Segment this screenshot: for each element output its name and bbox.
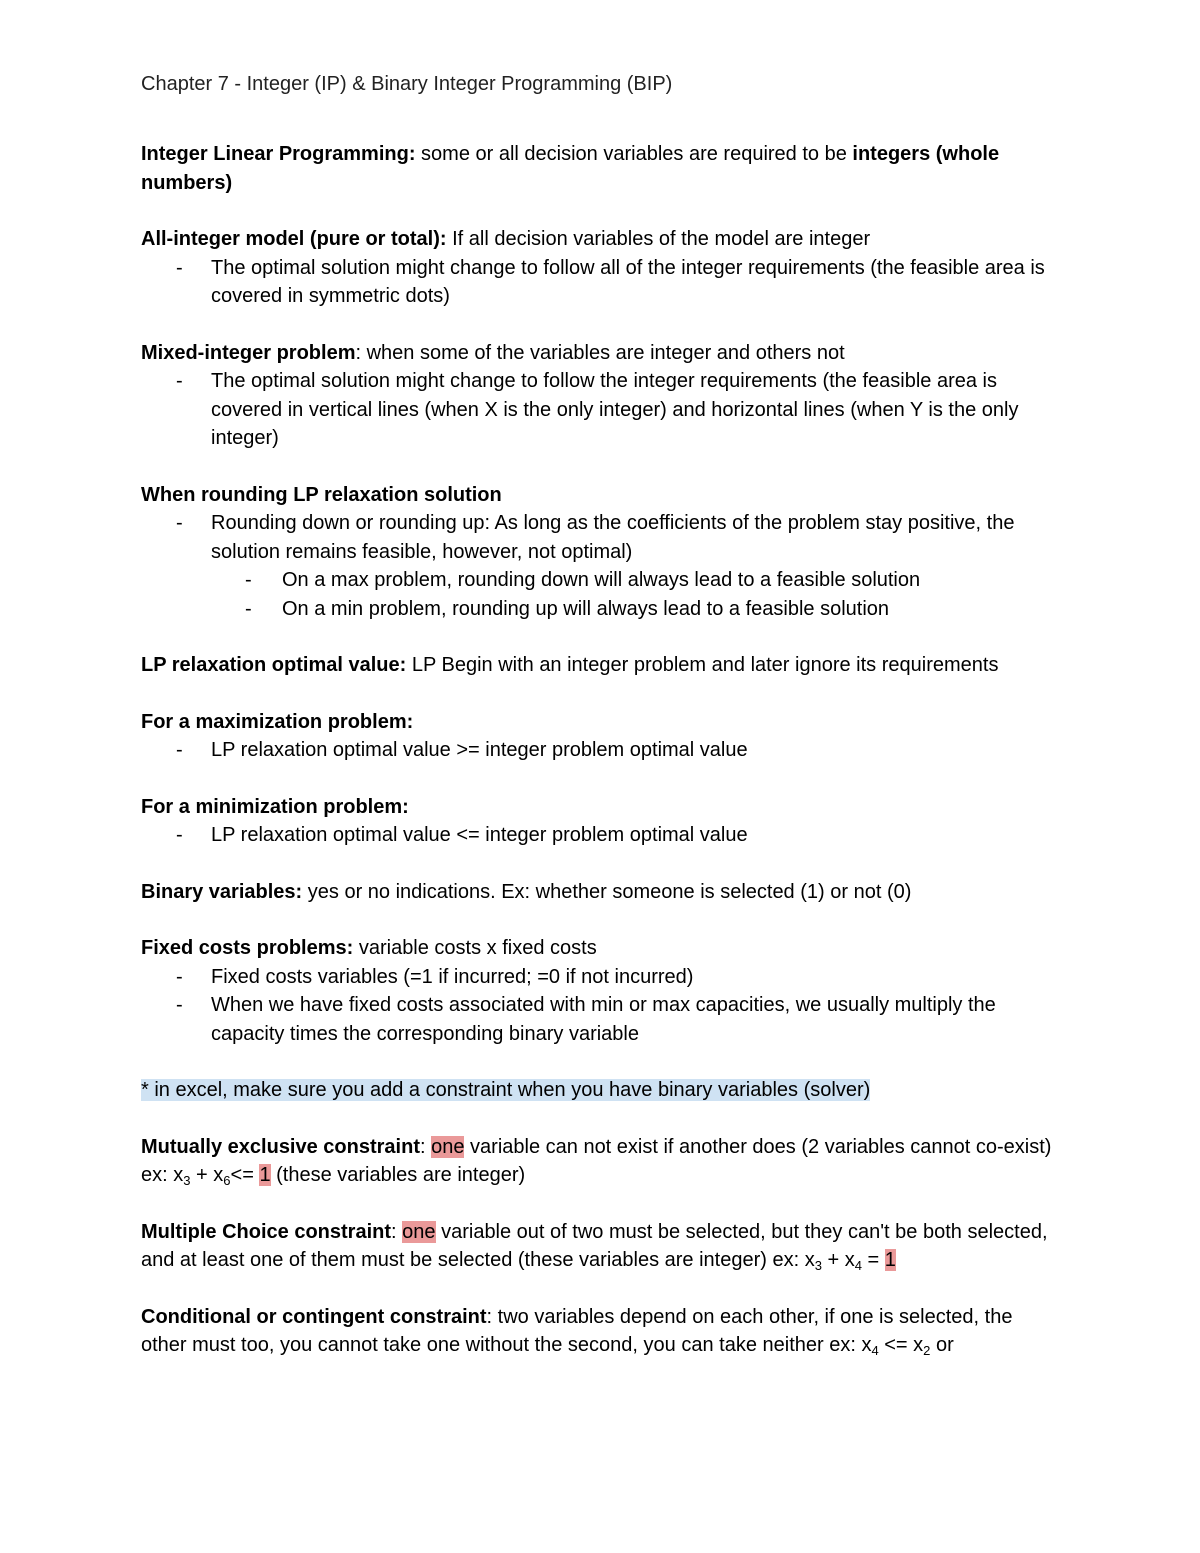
section-excel-note xyxy=(141,1076,1060,1105)
sub-list-item xyxy=(211,566,1060,595)
subscript: 4 xyxy=(871,1343,879,1358)
list-item xyxy=(141,254,1060,311)
bullet-list xyxy=(141,509,1060,623)
section-fixed-costs xyxy=(141,934,1060,1048)
highlighted-note: * in excel, make sure you add a constraint when you have binary variables (solver) xyxy=(141,1079,871,1101)
list-item-text: LP relaxation optimal value <= integer problem optimal value xyxy=(211,824,748,846)
section-mixed-integer xyxy=(141,339,1060,453)
emphasis: integers (whole numbers) xyxy=(141,143,1000,194)
dash-bullet-icon: - xyxy=(176,370,183,392)
sub-list-item xyxy=(211,595,1060,624)
operator: <= xyxy=(230,1164,260,1186)
paragraph xyxy=(141,1303,1060,1360)
paragraph xyxy=(141,793,1060,822)
definition-text: : two variables depend on each other, if one is selected, the other must too, you cannot take one without the second, you can take neither ex: x xyxy=(141,1305,1013,1356)
operator: <= x xyxy=(878,1334,924,1356)
list-item-text: When we have fixed costs associated with min or max capacities, we usually multiply the capacity times the corresponding binary variable xyxy=(211,994,996,1045)
dash-bullet-icon: - xyxy=(176,965,183,988)
section-minimization xyxy=(141,793,1060,850)
highlight-one: one xyxy=(402,1220,436,1243)
subscript: 3 xyxy=(814,1258,822,1273)
list-item-text: Fixed costs variables (=1 if incurred; =0 if not incurred) xyxy=(211,965,694,988)
definition-text: variable can not exist if another does (2 variables cannot co-exist) ex: x xyxy=(141,1135,1052,1186)
list-item xyxy=(141,821,1060,850)
paragraph xyxy=(141,225,1060,254)
list-item xyxy=(141,963,1060,992)
list-item xyxy=(141,367,1060,453)
bullet-list xyxy=(141,963,1060,1049)
definition-text: some or all decision variables are required to be xyxy=(415,143,853,165)
sub-bullet-list xyxy=(211,566,1060,623)
bullet-list xyxy=(141,254,1060,311)
term: Mixed-integer problem xyxy=(141,341,356,364)
term: Integer Linear Programming: xyxy=(141,143,416,165)
section-all-integer-model xyxy=(141,225,1060,311)
list-item xyxy=(141,991,1060,1048)
colon: : xyxy=(391,1220,403,1243)
list-item-text: LP relaxation optimal value >= integer problem optimal value xyxy=(211,739,748,761)
definition-text: or xyxy=(930,1334,954,1356)
paragraph xyxy=(141,708,1060,737)
section-conditional xyxy=(141,1303,1060,1360)
paragraph xyxy=(141,481,1060,510)
list-item-text: On a max problem, rounding down will always lead to a feasible solution xyxy=(282,569,921,591)
paragraph xyxy=(141,1218,1060,1275)
colon: : xyxy=(419,1135,432,1158)
highlight-value: 1 xyxy=(259,1164,271,1186)
paragraph xyxy=(141,140,1060,197)
definition-text: (these variables are integer) xyxy=(270,1164,526,1186)
definition-text: : when some of the variables are integer and others not xyxy=(355,341,845,364)
subscript: 4 xyxy=(854,1258,862,1273)
subscript: 2 xyxy=(923,1343,931,1358)
list-item xyxy=(141,736,1060,765)
list-item-text: Rounding down or rounding up: As long as the coefficients of the problem stay positive, the solution remains feasible, however, not optimal) xyxy=(211,512,1015,563)
section-rounding xyxy=(141,481,1060,624)
highlight-value: 1 xyxy=(884,1249,896,1271)
dash-bullet-icon: - xyxy=(245,597,252,620)
term: All-integer model (pure or total): xyxy=(141,228,447,250)
dash-bullet-icon: - xyxy=(176,824,183,846)
term: Fixed costs problems: xyxy=(141,937,354,959)
list-item-text: On a min problem, rounding up will always lead to a feasible solution xyxy=(282,597,890,620)
definition-text: variable costs x fixed costs xyxy=(353,937,597,959)
section-mutually-exclusive xyxy=(141,1133,1060,1190)
paragraph xyxy=(141,1076,1060,1105)
page-title: Chapter 7 - Integer (IP) & Binary Integer Programming (BIP) xyxy=(141,73,673,95)
term: When rounding LP relaxation solution xyxy=(141,483,502,506)
bullet-list xyxy=(141,367,1060,453)
term: Multiple Choice constraint xyxy=(141,1220,392,1243)
definition-text: If all decision variables of the model are integer xyxy=(446,228,871,250)
list-item-text: The optimal solution might change to follow all of the integer requirements (the feasible area is covered in symmetric dots) xyxy=(211,256,1045,307)
dash-bullet-icon: - xyxy=(245,569,252,591)
definition-text: yes or no indications. Ex: whether someone is selected (1) or not (0) xyxy=(302,880,912,903)
paragraph xyxy=(141,878,1060,907)
term: LP relaxation optimal value: xyxy=(141,654,407,676)
dash-bullet-icon: - xyxy=(176,994,183,1016)
term: For a maximization problem: xyxy=(141,710,414,733)
dash-bullet-icon: - xyxy=(176,256,183,279)
subscript: 6 xyxy=(223,1173,231,1188)
definition-text: LP Begin with an integer problem and later ignore its requirements xyxy=(406,654,999,676)
paragraph xyxy=(141,934,1060,963)
section-lp-relaxation xyxy=(141,651,1060,680)
operator: = xyxy=(861,1249,885,1271)
list-item-text: The optimal solution might change to follow the integer requirements (the feasible area is covered in vertical lines (when X is the only integer) and horizontal lines (when Y is the only integer) xyxy=(211,370,1019,449)
bullet-list xyxy=(141,821,1060,850)
paragraph xyxy=(141,339,1060,368)
definition-text: variable out of two must be selected, but they can't be both selected, and at least one of them must be selected (these variables are integer) ex: x xyxy=(141,1220,1048,1271)
bullet-list xyxy=(141,736,1060,765)
subscript: 3 xyxy=(183,1173,191,1188)
operator: + x xyxy=(821,1249,855,1271)
term: Conditional or contingent constraint xyxy=(141,1305,487,1328)
term: Binary variables: xyxy=(141,880,303,903)
highlight-one: one xyxy=(431,1135,465,1158)
section-multiple-choice xyxy=(141,1218,1060,1275)
dash-bullet-icon: - xyxy=(176,512,183,534)
list-item xyxy=(141,509,1060,623)
term: For a minimization problem: xyxy=(141,795,409,818)
dash-bullet-icon: - xyxy=(176,739,183,761)
paragraph xyxy=(141,1133,1060,1190)
section-integer-linear-programming xyxy=(141,140,1060,197)
section-maximization xyxy=(141,708,1060,765)
paragraph xyxy=(141,651,1060,680)
term: Mutually exclusive constraint xyxy=(141,1135,420,1158)
operator: + x xyxy=(190,1164,224,1186)
section-binary-variables xyxy=(141,878,1060,907)
